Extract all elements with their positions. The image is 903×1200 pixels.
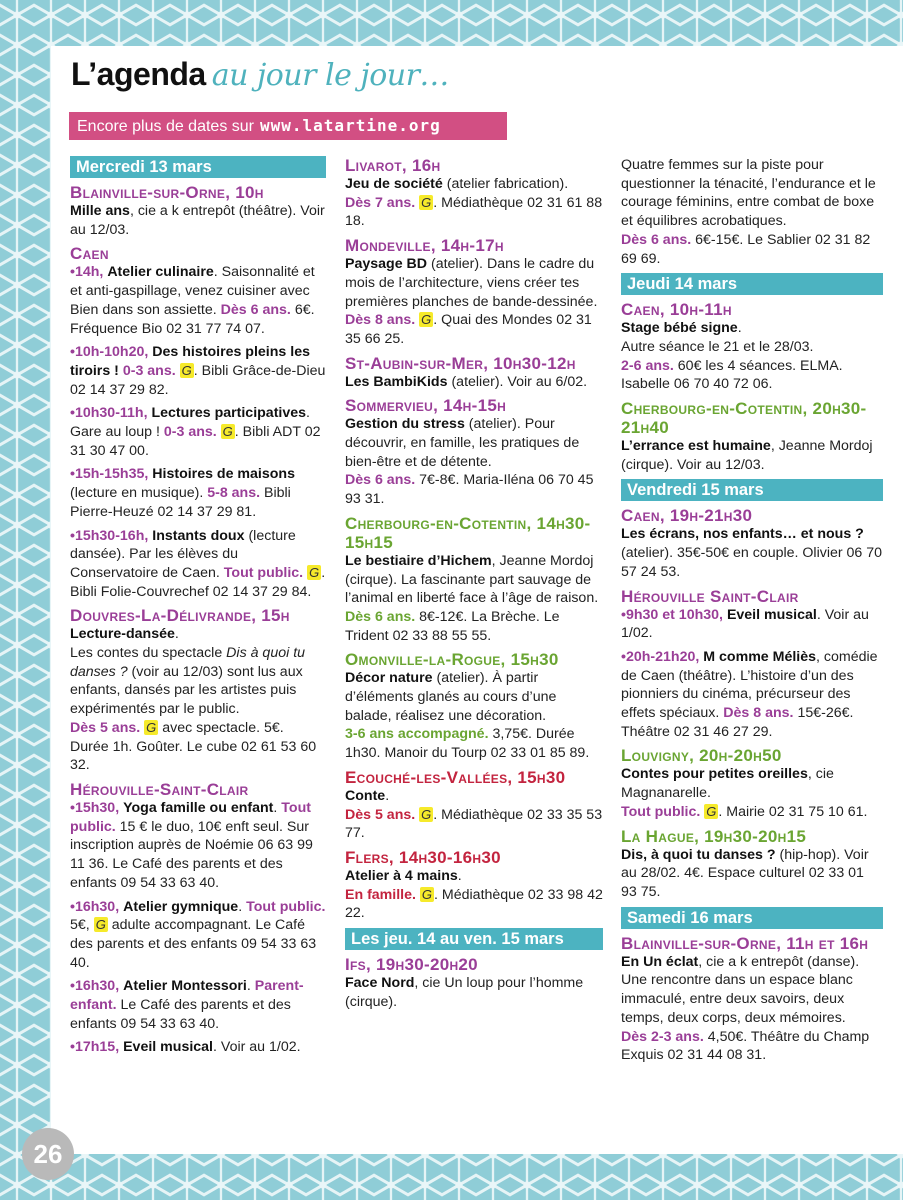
day-header: Jeudi 14 mars xyxy=(621,273,883,295)
title-script: au jour le jour… xyxy=(211,58,449,93)
free-badge: G xyxy=(421,806,432,822)
event-item xyxy=(70,1038,326,1057)
event-place: Mondeville, 14h-17h xyxy=(345,236,504,256)
event-age: Dès 2-3 ans. xyxy=(621,1028,704,1045)
event-item xyxy=(70,343,326,399)
event-info: avec spectacle. 5€. Durée 1h. Goûter. Le cube 02 61 53 60 32. xyxy=(70,719,317,774)
event xyxy=(345,396,603,509)
event-info: 15€-26€. Théâtre 02 31 46 27 29. xyxy=(621,705,854,740)
event-title: L’errance est humaine xyxy=(621,438,771,455)
event-title: Paysage BD xyxy=(345,256,428,273)
event xyxy=(621,399,883,474)
event-place: Douvres-La-Délivrande, 15h xyxy=(70,606,290,626)
free-badge: G xyxy=(309,564,320,580)
event xyxy=(621,746,883,821)
event-text: Quatre femmes sur la piste pour questionner la ténacité, l’endurance et le courage féminins, entre combat de boxe et équilibres acrobatiques. xyxy=(621,157,876,230)
event-title: Les écrans, nos enfants… et nous ? xyxy=(621,526,864,543)
event-info: . Voir au 1/02. xyxy=(213,1039,301,1056)
event-age: 2-6 ans. xyxy=(621,357,674,374)
event xyxy=(345,955,603,1011)
event-age: Tout public. xyxy=(246,898,326,915)
event-age: Dès 6 ans. xyxy=(345,472,416,489)
event-title: Histoires de maisons xyxy=(152,466,295,483)
event-place: Flers, 14h30-16h30 xyxy=(345,847,501,867)
day-header: Les jeu. 14 au ven. 15 mars xyxy=(345,928,603,950)
event-text: . Gare au loup ! xyxy=(70,405,310,441)
event-time: •15h30, xyxy=(70,799,120,816)
free-badge: G xyxy=(421,194,432,210)
promo-text: Encore plus de dates sur xyxy=(77,118,254,135)
column-3 xyxy=(621,156,883,1070)
event-place: Hérouville-Saint-Clair xyxy=(70,779,249,799)
event xyxy=(621,156,883,268)
event-place: Caen xyxy=(70,244,109,264)
event-text: (lecture dansée). Par les élèves du Conservatoire de Caen. xyxy=(70,527,296,581)
page-title xyxy=(71,56,449,93)
day-header: Vendredi 15 mars xyxy=(621,479,883,501)
free-badge: G xyxy=(706,803,717,819)
event-place: Hérouville Saint-Clair xyxy=(621,586,799,606)
event-text: (atelier). Dans le cadre du mois de l’architecture, viens créer tes premières planches de bande-dessinée. xyxy=(345,256,598,310)
event-text: , cie a k entrepôt (danse). Une rencontre dans un espace blanc immaculé, entre deux savoirs, deux temps, deux corps, deux mémoires. xyxy=(621,953,860,1026)
event-info: 7€-8€. Maria-Iléna 06 70 45 93 31. xyxy=(345,472,594,508)
event-place: Cherbourg-en-Cotentin, 20h30-21h40 xyxy=(621,399,867,438)
event-info: 8€-12€. La Brèche. Le Trident 02 33 88 55 55. xyxy=(345,608,560,644)
event-item xyxy=(70,465,326,521)
event xyxy=(70,244,326,601)
event-age: Tout public. xyxy=(70,799,311,835)
event-title: M comme Méliès xyxy=(703,648,817,665)
event-title: Lecture-dansée xyxy=(70,626,175,643)
event-info: . Bibli ADT 02 31 30 47 00. xyxy=(70,424,321,459)
event-text: , Jeanne Mordoj (cirque). Voir au 12/03. xyxy=(621,438,873,473)
event-place: Blainville-sur-Orne, 10h xyxy=(70,183,264,202)
event-title: Stage bébé signe xyxy=(621,320,738,337)
event-place: Omonville-la-Rogue, 15h30 xyxy=(345,650,559,670)
event-place: Caen, 19h-21h30 xyxy=(621,506,753,526)
event-age: Dès 8 ans. xyxy=(345,312,416,329)
event-time: •14h, xyxy=(70,264,104,281)
column-1 xyxy=(70,156,326,1062)
event-title: Atelier Montessori xyxy=(123,978,247,995)
event-text: (atelier). Pour découvrir, en famille, les pratiques de bien-être et de détente. xyxy=(345,416,580,470)
event-title: Eveil musical xyxy=(726,606,817,623)
event-text: (hip-hop). Voir au 28/02. 4€. Espace culturel 02 33 01 93 75. xyxy=(621,846,869,900)
event-item xyxy=(621,648,883,742)
event-title: Face Nord xyxy=(345,975,415,992)
event-title: Jeu de société xyxy=(345,176,443,192)
event-info: 6€-15€. Le Sablier 02 31 82 69 69. xyxy=(621,231,871,267)
event-info: . Bibli Grâce-de-Dieu 02 14 37 29 82. xyxy=(70,362,326,398)
event-title: Le bestiaire d’Hichem xyxy=(345,552,492,569)
event-item xyxy=(70,527,326,602)
title-main: L’agenda xyxy=(71,56,206,92)
event-info: 5€, xyxy=(70,917,90,934)
event-age: Dès 5 ans. xyxy=(345,806,416,823)
event: Flers, 14h30-16h30 Atelier à 4 mains. En famille. G . Médiathèque 02 33 98 42 22. xyxy=(345,847,603,922)
event xyxy=(70,183,326,239)
event-age: Dès 7 ans. xyxy=(345,194,416,211)
event-info: Bibli Pierre-Heuzé 02 14 37 29 81. xyxy=(70,485,291,520)
event-title: Lectures participatives xyxy=(151,405,307,422)
event-title: Eveil musical xyxy=(123,1039,213,1056)
event-age: Dès 6 ans. xyxy=(621,231,692,248)
event-time: •16h30, xyxy=(70,978,120,995)
free-badge: G xyxy=(421,886,433,902)
event-time: •15h30-16h, xyxy=(70,527,149,544)
event xyxy=(345,650,603,763)
event-text: , Jeanne Mordoj (cirque). La fascinante part sauvage de l’animal en liberté face à l’âge de raison. xyxy=(345,552,599,607)
event-age: Tout public. xyxy=(223,564,304,581)
event-title: Instants doux xyxy=(152,527,245,544)
event xyxy=(621,827,883,902)
event xyxy=(345,236,603,349)
event-info: adulte accompagnant. Le Café des parents et des enfants 09 54 33 63 40. xyxy=(70,917,317,971)
event-title: Contes pour petites oreilles xyxy=(621,766,808,783)
event-text: (atelier). 35€-50€ en couple. Olivier 06 70 57 24 53. xyxy=(621,545,883,580)
free-badge: G xyxy=(222,424,233,440)
event-italic: Dis à quoi tu danses ? xyxy=(70,645,306,680)
event-title: Atelier culinaire xyxy=(107,264,214,281)
event-item xyxy=(70,404,326,460)
event-place: Caen, 10h-11h xyxy=(621,300,732,320)
event-item: •15h30, Yoga famille ou enfant. Tout public. 15 € le duo, 10€ enft seul. Sur inscription auprès de Noémie 06 63 99 11 36. Le Café des parents et des enfants 09 54 33 63 40. xyxy=(70,799,313,891)
event-info: . Médiathèque 02 33 35 53 77. xyxy=(345,806,603,842)
event-text: , cie Un loup pour l’homme (cirque). xyxy=(345,975,584,1010)
event-age: Dès 6 ans. xyxy=(220,301,291,318)
event-place: Sommervieu, 14h-15h xyxy=(345,396,507,416)
event-place: Ecouché-les-Vallées, 15h30 xyxy=(345,767,566,787)
event-title: Yoga famille ou enfant xyxy=(123,799,274,816)
event-info: 15 € le duo, 10€ enft seul. Sur inscription auprès de Noémie 06 63 99 11 36. Le Café des parents et des enfants 09 54 33 63 40. xyxy=(70,818,313,891)
column-2 xyxy=(345,156,603,1017)
free-badge: G xyxy=(421,312,432,328)
event-place: Ifs, 19h30-20h20 xyxy=(345,955,478,975)
event-text: (atelier). Voir au 6/02. xyxy=(451,373,588,390)
free-badge: G xyxy=(146,719,157,735)
event xyxy=(621,934,883,1065)
event-title: Décor nature xyxy=(345,670,433,687)
event-place: Louvigny, 20h-20h50 xyxy=(621,746,782,766)
event-title: Des histoires pleins les tiroirs ! xyxy=(70,344,310,379)
event-title: Atelier à 4 mains xyxy=(345,867,458,884)
free-badge: G xyxy=(181,362,192,378)
event-time: •15h-15h35, xyxy=(70,466,149,483)
event-title: Atelier gymnique xyxy=(123,898,239,915)
event-text: , cie Magnanarelle. xyxy=(621,766,834,802)
event-info: 6€. Fréquence Bio 02 31 77 74 07. xyxy=(70,301,315,337)
event-title: Conte xyxy=(345,787,386,804)
event-info: . Mairie 02 31 75 10 61. xyxy=(718,803,868,820)
event: Ecouché-les-Vallées, 15h30 Conte. Dès 5 ans. G . Médiathèque 02 33 35 53 77. xyxy=(345,767,603,842)
event-place: Cherbourg-en-Cotentin, 14h30-15h15 xyxy=(345,513,591,552)
promo-banner[interactable] xyxy=(69,112,507,140)
event-text: , comédie de Caen (théâtre). L’histoire d’un des pionniers du cinéma, précurseur des effets spéciaux. xyxy=(621,648,878,722)
event-age: 5-8 ans. xyxy=(207,485,261,502)
promo-link[interactable]: www.latartine.org xyxy=(260,116,441,135)
event-info: 3,75€. Durée 1h30. Manoir du Tourp 02 33 01 85 89. xyxy=(345,726,590,762)
event-time: •10h30-11h, xyxy=(70,405,148,422)
page-number: 26 xyxy=(22,1128,74,1180)
event-time: •16h30, xyxy=(70,898,120,915)
event-age: 0-3 ans. xyxy=(122,362,176,379)
agenda-page xyxy=(51,46,903,1154)
event-info: . Bibli Folie-Couvrechef 02 14 37 29 84. xyxy=(70,564,326,600)
event-place: La Hague, 19h30-20h15 xyxy=(621,826,807,846)
event-text: Les contes du spectacle xyxy=(70,645,223,662)
event-time: •20h-21h20, xyxy=(621,648,700,665)
event-title: En Un éclat xyxy=(621,953,699,970)
event: Caen, 10h-11h Stage bébé signe. Autre séance le 21 et le 28/03. 2-6 ans. 60€ les 4 séances. ELMA. Isabelle 06 70 40 72 06. xyxy=(621,300,883,394)
event-time: •9h30 et 10h30, xyxy=(621,606,723,623)
event-info: 4,50€. Théâtre du Champ Exquis 02 31 44 08 31. xyxy=(621,1028,870,1064)
day-header: Samedi 16 mars xyxy=(621,907,883,929)
event xyxy=(621,587,883,742)
event-text: . Voir au 1/02. xyxy=(621,606,869,642)
event: Douvres-La-Délivrande, 15h Lecture-dansée. Les contes du spectacle Dis à quoi tu danses ? (voir au 12/03) sont lus aux enfants, dansés par les artistes puis expérimentés par le public. Dès 5 ans. G avec spectacle. 5€. Durée 1h. Goûter. Le cube 02 61 53 60 32. xyxy=(70,606,326,775)
event-age: Dès 5 ans. xyxy=(70,719,141,736)
event-age: 0-3 ans. xyxy=(163,424,217,441)
event-info: Le Café des parents et des enfants 09 54 33 63 40. xyxy=(70,997,291,1032)
event xyxy=(70,780,326,1057)
event-title: Dis, à quoi tu danses ? xyxy=(621,846,776,863)
event-age: Parent-enfant. xyxy=(70,978,304,1014)
event xyxy=(345,156,603,231)
event-text: (atelier fabrication). xyxy=(446,176,569,192)
event-title: Les BambiKids xyxy=(345,373,448,390)
event-place: Livarot, 16h xyxy=(345,156,441,175)
event-info: . Médiathèque 02 33 98 42 22. xyxy=(345,886,603,922)
event-item xyxy=(70,263,326,338)
event-place: Blainville-sur-Orne, 11h et 16h xyxy=(621,933,869,953)
free-badge: G xyxy=(95,917,106,933)
event-item: •16h30, Atelier gymnique. Tout public. 5€, G adulte accompagnant. Le Café des parents et des enfants 09 54 33 63 40. xyxy=(70,898,326,971)
event-title: Gestion du stress xyxy=(345,416,465,433)
event-info: 60€ les 4 séances. ELMA. Isabelle 06 70 40 72 06. xyxy=(621,357,843,393)
event-text: (atelier). À partir d’éléments glanés au cours d’une balade, réalisez une décoration. xyxy=(345,670,557,724)
event-info: . Médiathèque 02 31 61 88 18. xyxy=(345,194,603,230)
event-time: •17h15, xyxy=(70,1039,120,1056)
event-text: . Saisonnalité et et anti-gaspillage, venez cuisiner avec Bien dans son assiette. xyxy=(70,264,315,318)
event-item: •16h30, Atelier Montessori. Parent-enfant. Le Café des parents et des enfants 09 54 33 63 40. xyxy=(70,978,304,1032)
event-info: . Quai des Mondes 02 31 35 66 25. xyxy=(345,312,592,347)
event-age: Tout public. xyxy=(621,803,701,820)
event-text: (lecture en musique). xyxy=(70,485,204,502)
event-title: Mille ans xyxy=(70,203,130,219)
event xyxy=(345,514,603,646)
event-place: St-Aubin-sur-Mer, 10h30-12h xyxy=(345,353,576,373)
event-age: 3-6 ans accompagné. xyxy=(345,726,489,743)
event xyxy=(621,506,883,581)
day-header: Mercredi 13 mars xyxy=(70,156,326,178)
event-text: , cie a k entrepôt (théâtre). Voir au 12/03. xyxy=(70,203,325,238)
event xyxy=(345,354,603,392)
event-age: Dès 8 ans. xyxy=(723,705,794,722)
event-text: (voir au 12/03) sont lus aux enfants, dansés par les artistes puis expérimentés par le public. xyxy=(70,663,303,718)
event-item xyxy=(621,606,883,643)
event-time: •10h-10h20, xyxy=(70,344,149,361)
event-age: En famille. xyxy=(345,886,416,903)
event-text: Autre séance le 21 et le 28/03. xyxy=(621,338,814,355)
event-age: Dès 6 ans. xyxy=(345,608,416,625)
